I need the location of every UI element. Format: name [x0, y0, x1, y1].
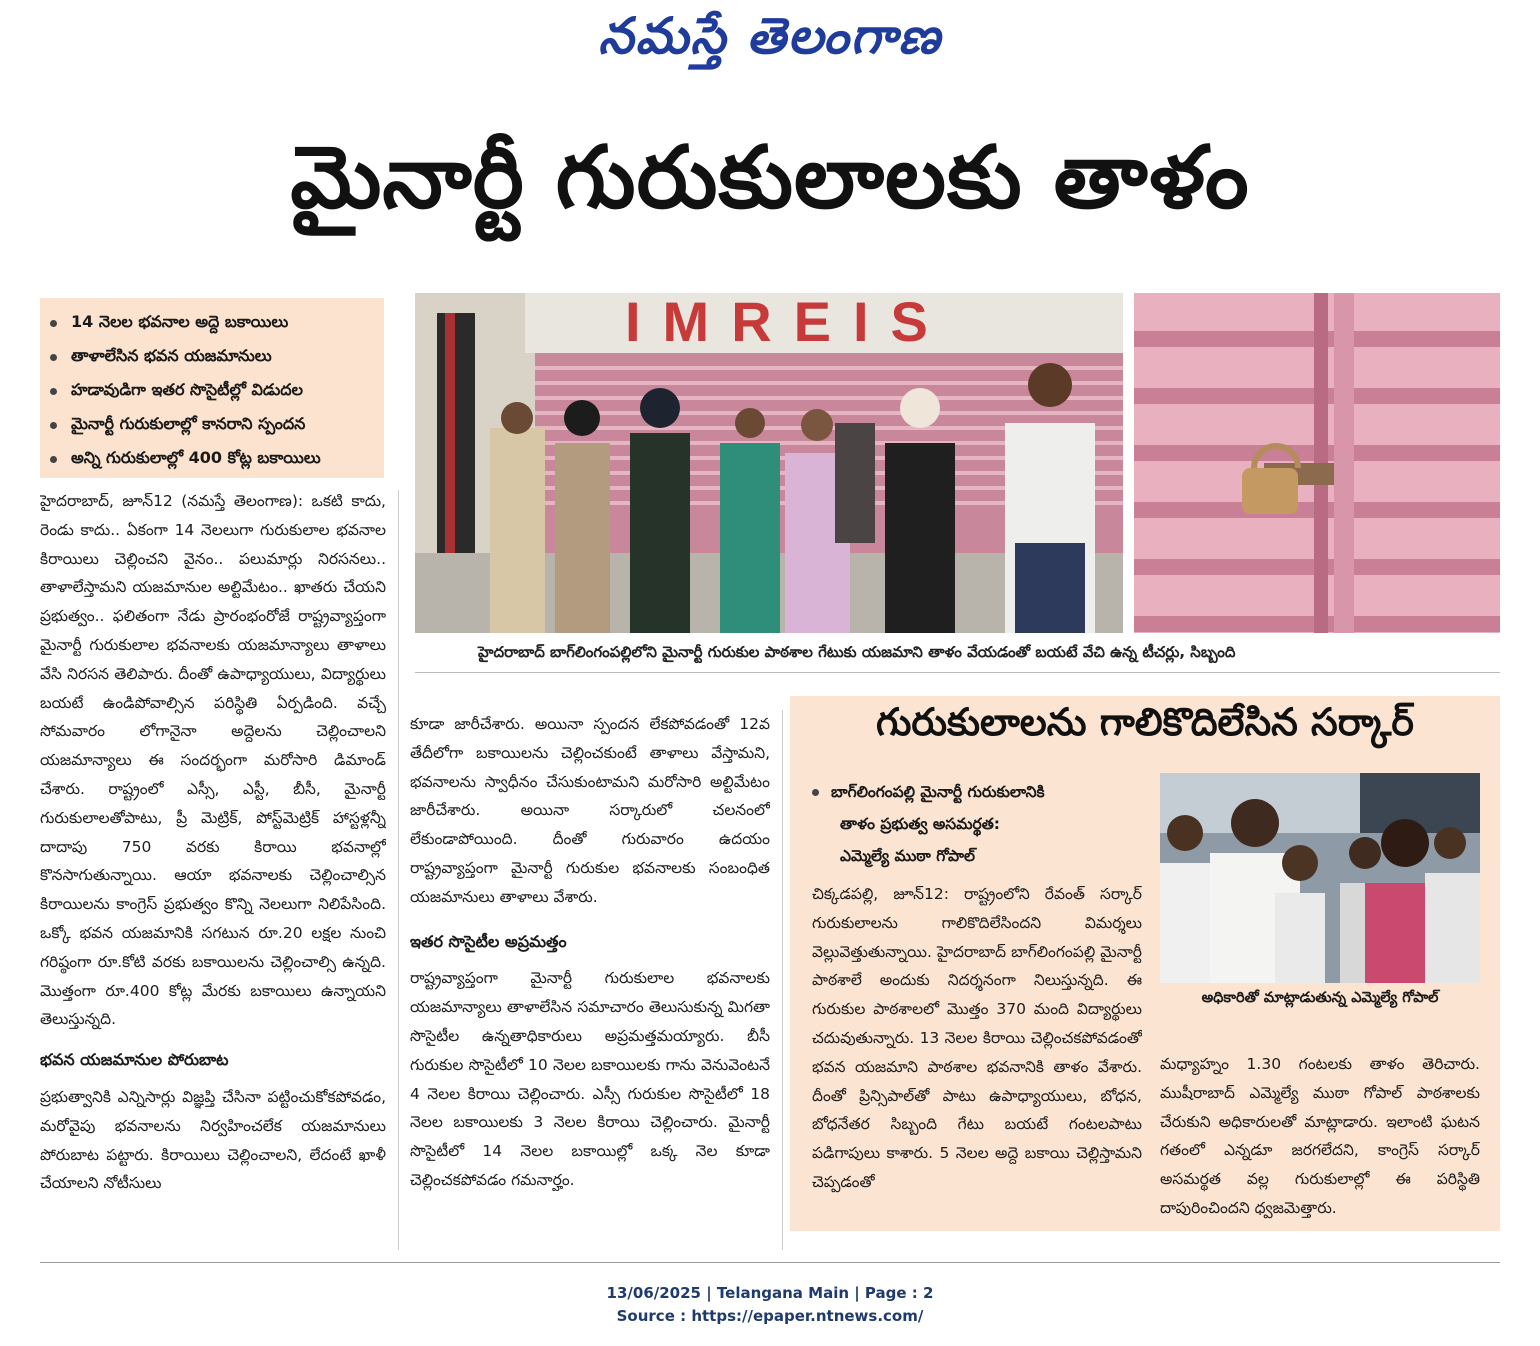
article-paragraph: ప్రభుత్వానికి ఎన్నిసార్లు విజ్ఞప్తి చేసినా పట్టించుకోకపోవడం, మరోవైపు భవనాలను నిర్వహించలేక యజమానులు పోరుబాట పట్టారు. కిరాయిలు చెల్లించాలని, లేదంటే ఖాళీ చేయాలని నోటీసులు [40, 1087, 386, 1193]
bullet-icon [50, 388, 57, 395]
highlight-item [40, 408, 384, 442]
page-headline: మైనార్టీ గురుకులాలకు తాళం [290, 128, 1250, 228]
column-divider [398, 490, 399, 1250]
article-subheading: ఇతర సొసైటీల అప్రమత్తం [410, 931, 567, 951]
bullet-icon [50, 320, 57, 327]
article-column-1 [40, 487, 386, 1247]
bullet-icon [812, 789, 819, 796]
sidebar-highlight [812, 776, 1142, 872]
photo-teachers-at-gate [415, 293, 1123, 633]
sidebar-column-2: మధ్యాహ్నం 1.30 గంటలకు తాళం తెరిచారు. ముషీరాబాద్ ఎమ్మెల్యే ముఠా గోపాల్ పాఠశాలకు చేరుకుని అధికారులతో మాట్లాడారు. ఇలాంటి ఘటన గతంలో ఎన్నడూ జరగలేదని, కాంగ్రెస్ సర్కార్ అసమర్థత వల్ల గురుకులాల్లో ఈ పరిస్థితి దాపురించిందని ధ్వజమెత్తారు. [1160, 1055, 1480, 1217]
photo-caption: హైదరాబాద్ బాగ్‌లింగంపల్లిలోని మైనార్టీ గురుకుల పాఠశాల గేటుకు యజమాని తాళం వేయడంతో బయటే వేచి ఉన్న టీచర్లు, సిబ్బంది [478, 643, 1236, 661]
bullet-icon [50, 456, 57, 463]
sign-text: IMREIS [625, 293, 950, 353]
highlight-text: 14 నెలల భవనాల అద్దె బకాయిలు [71, 311, 289, 331]
bullet-icon [50, 354, 57, 361]
photo-caption: అధికారితో మాట్లాడుతున్న ఎమ్మెల్యే గోపాల్ [1201, 990, 1439, 1006]
highlight-item [40, 374, 384, 408]
article-subheading: భవన యజమానుల పోరుబాట [40, 1050, 229, 1070]
masthead: నమస్తే తెలంగాణ [598, 6, 942, 65]
highlight-text: హడావుడిగా ఇతర సొసైటీల్లో విడుదల [71, 379, 303, 399]
article-paragraph: కూడా జారీచేశారు. అయినా స్పందన లేకపోవడంతో 12వ తేదీలోగా బకాయిలను చెల్లించకుంటే తాళాలు వేస్తామని, భవనాలను స్వాధీనం చేసుకుంటామని మరోసారి అల్టిమేటం జారీచేశారు. అయినా సర్కారులో చలనంలో లేకుండాపోయింది. దీంతో గురువారం ఉదయం రాష్ట్రవ్యాప్తంగా మైనార్టీ గురుకుల భవనాలకు సంబంధిత యజమానులు తాళాలు వేశారు. [410, 715, 770, 906]
highlights-box [40, 298, 384, 478]
photo-mla-gopal [1160, 773, 1480, 983]
footer-source: Source : https://epaper.ntnews.com/ [616, 1307, 924, 1325]
sidebar-highlight-line: బాగ్‌లింగంపల్లి మైనార్టీ గురుకులానికి [812, 776, 1142, 808]
highlight-item [40, 340, 384, 374]
photo-locked-gate [1134, 293, 1500, 633]
highlight-text: మైనార్టీ గురుకులాల్లో కానరాని స్పందన [71, 413, 306, 433]
article-paragraph: హైదరాబాద్, జూన్12 (నమస్తే తెలంగాణ): ఒకటి కాదు, రెండు కాదు.. ఏకంగా 14 నెలలుగా గురుకులాల భవనాల కిరాయిలు చెల్లించని వైనం.. పలుమార్లు నిరసనలు.. తాళాలేస్తామని యజమానుల అల్టిమేటం.. ఖాతరు చేయని ప్రభుత్వం.. ఫలితంగా నేడు ప్రారంభంరోజే రాష్ట్రవ్యాప్తంగా మైనార్టీ గురుకులాల భవనాలకు యజమాన్యాలు తాళాలు వేసి నిరసన తెలిపారు. దీంతో ఉపాధ్యాయులు, విద్యార్థులు బయటే ఉండిపోవాల్సిన పరిస్థితి ఏర్పడింది. వచ్చే సోమవారం లోగానైనా అద్దెలను చెల్లించాలని యజమాన్యాలు ఈ సందర్భంగా మరోసారి డిమాండ్ చేశారు. రాష్ట్రంలో ఎస్సీ, ఎస్టీ, బీసీ, మైనార్టీ గురుకులాలతోపాటు, ప్రీ మెట్రిక్, పోస్ట్‌మెట్రిక్ హాస్టళ్లన్నీ దాదాపు 750 వరకు కిరాయి భవనాల్లో కొనసాగుతున్నాయి. ఆయా భవనాలకు చెల్లించాల్సిన కిరాయిలను కాంగ్రెస్ ప్రభుత్వం కొన్ని నెలలుగా నిలిపేసింది. ఒక్కో భవన యజమానికి సగటున రూ.20 లక్షల నుంచి గరిష్ఠంగా రూ.కోటి వరకు బకాయిలను చెల్లించాల్సి ఉన్నది. మొత్తంగా రూ.400 కోట్ల మేరకు బకాయిలు ఉన్నాయని తెలుస్తున్నది. [40, 492, 386, 1029]
article-paragraph: రాష్ట్రవ్యాప్తంగా మైనార్టీ గురుకులాల భవనాలకు యజమాన్యాలు తాళాలేసిన సమాచారం తెలుసుకున్న మిగతా సొసైటీల ఉన్నతాధికారులు అప్రమత్తమయ్యారు. బీసీ గురుకుల సొసైటీలో 10 నెలల బకాయిలకు గాను వెనువెంటనే 4 నెలల కిరాయి చెల్లించారు. ఎస్సీ గురుకుల సొసైటీలో 18 నెలల బకాయిలకు 3 నెలల కిరాయి చెల్లించారు. మైనార్టీ సొసైటీలో 14 నెలల బకాయిల్లో ఒక్క నెల కూడా చెల్లించకపోవడం గమనార్హం. [410, 969, 770, 1189]
highlight-text: తాళాలేసిన భవన యజమానులు [71, 345, 272, 365]
article-column-2 [410, 710, 770, 1250]
sidebar-highlight-line: ఎమ్మెల్యే ముఠా గోపాల్ [840, 847, 975, 865]
highlight-item [40, 306, 384, 340]
divider [415, 672, 1500, 673]
bullet-icon [50, 422, 57, 429]
sidebar-highlight-line: తాళం ప్రభుత్వ అసమర్థత: [840, 815, 1000, 833]
padlock-icon [1242, 468, 1298, 514]
footer-divider [40, 1262, 1500, 1263]
footer-dateline: 13/06/2025 | Telangana Main | Page : 2 [606, 1284, 934, 1302]
sidebar-column-1: చిక్కడపల్లి, జూన్12: రాష్ట్రంలోని రేవంత్ సర్కార్ గురుకులాలను గాలికొదిలేసిందని విమర్శలు వెల్లువెత్తుతున్నాయి. హైదరాబాద్ బాగ్‌లింగంపల్లి మైనార్టీ పాఠశాలే అందుకు నిదర్శనంగా నిలుస్తున్నది. ఈ గురుకుల పాఠశాలలో మొత్తం 370 మంది విద్యార్థులు చదువుతున్నారు. 13 నెలల కిరాయి చెల్లించకపోవడంతో భవన యజమాని పాఠశాల భవనానికి తాళం వేశారు. దీంతో ప్రిన్సిపాల్‌తో పాటు ఉపాధ్యాయులు, బోధన, బోధనేతర సిబ్బంది గేటు బయటే గంటలపాటు పడిగాపులు కాశారు. 5 నెలల అద్దె బకాయి చెల్లిస్తామని చెప్పడంతో [812, 885, 1142, 1191]
column-divider [782, 710, 783, 1250]
highlight-text: అన్ని గురుకులాల్లో 400 కోట్ల బకాయిలు [71, 447, 321, 467]
sidebar-headline: గురుకులాలను గాలికొదిలేసిన సర్కార్ [876, 700, 1414, 744]
highlight-item [40, 442, 384, 476]
